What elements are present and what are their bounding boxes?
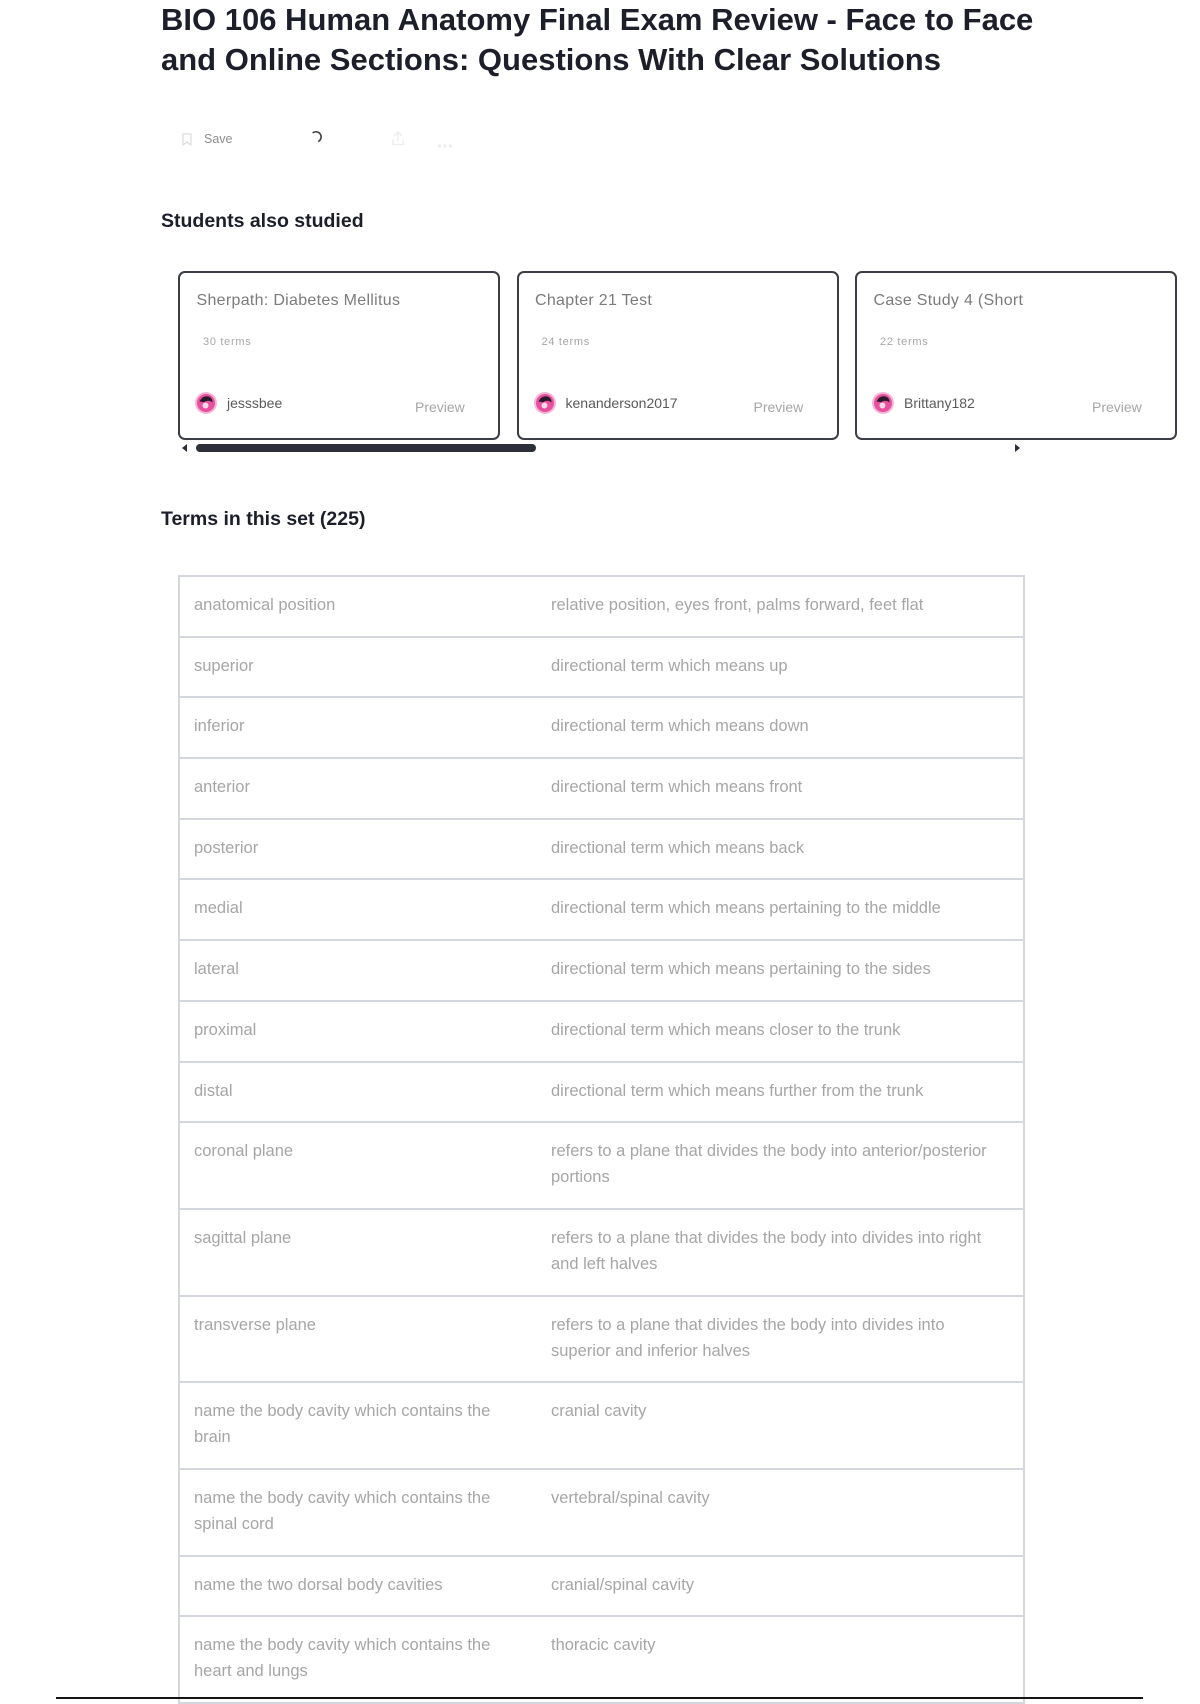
students-also-studied-heading: Students also studied — [161, 210, 364, 232]
definition-text: directional term which means closer to the trunk — [551, 1020, 901, 1039]
preview-button[interactable]: Preview — [415, 399, 465, 415]
term-text: name the body cavity which contains the heart and lungs — [194, 1636, 491, 1681]
study-set-card[interactable] — [855, 271, 1177, 440]
term-text: name the body cavity which contains the brain — [194, 1402, 491, 1447]
card-author[interactable]: jesssbee — [227, 395, 283, 411]
definition-text: directional term which means back — [551, 838, 805, 857]
term-row — [180, 1470, 1023, 1557]
terms-heading: Terms in this set (225) — [161, 508, 366, 530]
definition-text: directional term which means pertaining to the middle — [551, 899, 941, 918]
definition-text: directional term which means up — [551, 656, 788, 675]
term-text: posterior — [194, 838, 259, 857]
term-text: distal — [194, 1081, 233, 1100]
definition-text: refers to a plane that divides the body into divides into superior and inferior halves — [551, 1315, 945, 1360]
term-row — [180, 1123, 1023, 1210]
card-title: Case Study 4 (Short — [873, 292, 1024, 309]
definition-text: refers to a plane that divides the body into divides into right and left halves — [551, 1228, 982, 1273]
card-author[interactable]: Brittany182 — [904, 395, 975, 411]
term-row — [180, 577, 1023, 638]
term-row — [180, 1383, 1023, 1470]
definition-text: directional term which means further from the trunk — [551, 1081, 924, 1100]
term-row — [180, 698, 1023, 759]
term-text: proximal — [194, 1020, 257, 1039]
term-row — [180, 880, 1023, 941]
definition-text: cranial/spinal cavity — [551, 1575, 695, 1594]
term-row — [180, 1210, 1023, 1297]
term-row — [180, 759, 1023, 820]
save-button[interactable]: Save — [204, 132, 233, 146]
term-row — [180, 941, 1023, 1002]
term-row — [180, 1297, 1023, 1384]
preview-button[interactable]: Preview — [753, 399, 804, 415]
share-icon[interactable] — [391, 131, 405, 146]
term-text: name the two dorsal body cavities — [194, 1575, 443, 1594]
page-bottom-divider — [56, 1697, 1143, 1699]
definition-text: cranial cavity — [551, 1402, 647, 1421]
terms-table — [178, 575, 1025, 1697]
term-row — [180, 638, 1023, 699]
card-term-count: 22 terms — [880, 336, 929, 348]
definition-text: relative position, eyes front, palms forward, feet flat — [551, 596, 924, 614]
card-author[interactable]: kenanderson2017 — [565, 395, 678, 411]
term-text: sagittal plane — [194, 1228, 292, 1247]
page-title: BIO 106 Human Anatomy Final Exam Review - Face to Face and Online Sections: Questions With Clear Solutions — [161, 2, 1034, 77]
preview-button[interactable]: Preview — [1092, 399, 1142, 415]
study-set-card[interactable] — [178, 271, 500, 440]
scroll-right-arrow-icon[interactable] — [1015, 444, 1020, 452]
term-row — [180, 820, 1023, 881]
term-text: coronal plane — [194, 1142, 294, 1161]
term-row — [180, 1617, 1023, 1704]
term-text: superior — [194, 656, 254, 675]
card-title: Chapter 21 Test — [535, 292, 653, 309]
term-text: inferior — [194, 717, 245, 736]
definition-text: directional term which means down — [551, 717, 809, 736]
term-text: lateral — [194, 960, 239, 979]
definition-text: vertebral/spinal cavity — [551, 1488, 710, 1507]
definition-text: thoracic cavity — [551, 1636, 656, 1655]
scroll-left-arrow-icon[interactable] — [182, 444, 187, 452]
bookmark-icon[interactable] — [182, 133, 192, 146]
term-row — [180, 1002, 1023, 1063]
term-row — [180, 1557, 1023, 1618]
definition-text: directional term which means front — [551, 778, 803, 797]
term-text: anterior — [194, 778, 250, 797]
definition-text: directional term which means pertaining to the sides — [551, 960, 931, 979]
more-options-icon[interactable] — [437, 136, 453, 142]
students-also-studied-carousel — [178, 271, 1142, 442]
user-avatar[interactable] — [534, 392, 556, 414]
scrollbar-thumb[interactable] — [196, 444, 536, 452]
loading-spinner-icon — [309, 130, 323, 144]
definition-text: refers to a plane that divides the body into anterior/posterior portions — [551, 1142, 987, 1187]
term-text: anatomical position — [194, 596, 336, 614]
study-set-card[interactable] — [517, 271, 839, 440]
term-text: medial — [194, 899, 243, 918]
user-avatar[interactable] — [872, 392, 894, 414]
carousel-scrollbar[interactable] — [178, 443, 1025, 453]
card-term-count: 24 terms — [541, 336, 590, 348]
card-term-count: 30 terms — [203, 336, 252, 348]
toolbar — [170, 127, 470, 151]
card-title: Sherpath: Diabetes Mellitus — [196, 292, 401, 309]
user-avatar[interactable] — [195, 392, 217, 414]
term-text: name the body cavity which contains the spinal cord — [194, 1488, 491, 1533]
term-row — [180, 1063, 1023, 1124]
term-text: transverse plane — [194, 1315, 316, 1334]
